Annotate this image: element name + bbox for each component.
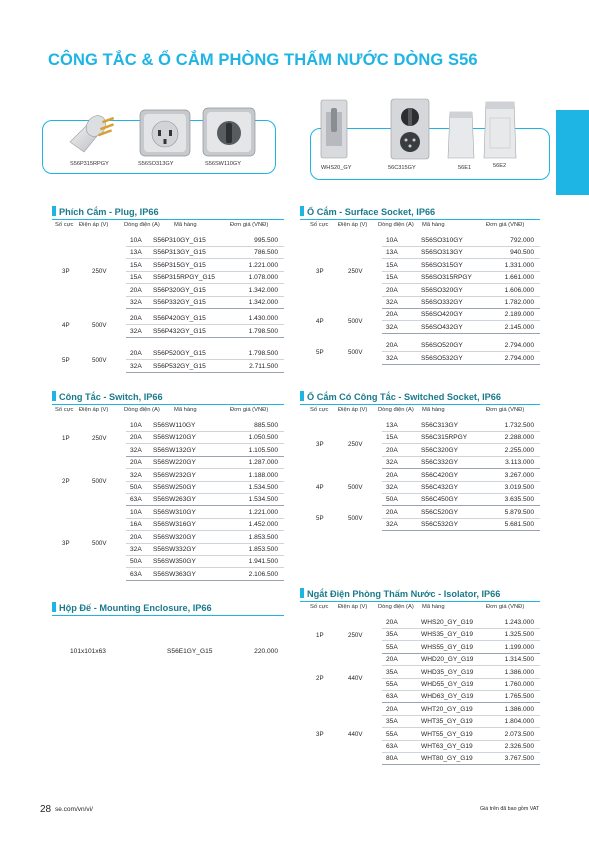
current-cell: 20A — [386, 471, 398, 479]
price-cell: 1.941.500 — [248, 558, 278, 566]
model-cell: S56P315RPGY_G15 — [153, 274, 215, 282]
price-cell: 5.879.500 — [504, 508, 534, 516]
model-cell: S56SO432GY — [421, 323, 463, 331]
current-cell: 32A — [130, 299, 142, 306]
price-cell: 1.853.500 — [248, 533, 278, 541]
price-cell: 1.342.000 — [248, 286, 278, 294]
price-cell: 2.288.000 — [504, 434, 534, 442]
voltage-cell: 440V — [348, 675, 363, 682]
current-header: Dòng điện (A) — [378, 604, 414, 610]
section-title — [300, 391, 501, 403]
current-cell: 63A — [386, 693, 398, 701]
model-header: Mã hàng — [174, 222, 197, 228]
enclosure-size: 101x101x63 — [70, 648, 106, 655]
poles-cell: 3P — [316, 440, 324, 448]
model-cell: S56P315GY_G15 — [153, 261, 206, 269]
current-cell: 32A — [386, 459, 398, 467]
price-cell: 1.243.000 — [504, 619, 534, 626]
model-cell: WHS35_GY_G19 — [421, 631, 474, 639]
current-cell: 20A — [130, 434, 142, 442]
plug-price-table — [52, 206, 284, 381]
price-cell: 1.331.000 — [504, 261, 534, 269]
model-cell: S56P320GY_G15 — [153, 286, 206, 294]
voltage-header: Điện áp (V) — [338, 407, 368, 413]
model-cell: S56SW250GY — [153, 484, 196, 491]
current-cell: 32A — [386, 521, 398, 529]
row-divider — [126, 308, 284, 309]
poles-cell: 4P — [316, 484, 324, 492]
model-cell: WHD55_GY_G19 — [421, 681, 474, 688]
model-cell: S56SW263GY — [153, 496, 196, 504]
model-cell: S56SO315GY — [421, 261, 463, 269]
voltage-cell: 500V — [92, 540, 107, 547]
current-cell: 20A — [130, 286, 142, 294]
row-divider — [126, 337, 284, 338]
price-cell: 1.342.000 — [248, 299, 278, 306]
model-cell: S56SO315RPGY — [421, 274, 472, 282]
current-cell: 32A — [386, 323, 398, 331]
voltage-header: Điện áp (V) — [338, 222, 368, 228]
voltage-cell: 440V — [348, 730, 363, 738]
voltage-header: Điện áp (V) — [338, 604, 368, 610]
price-cell: 1.782.000 — [504, 299, 534, 306]
poles-header: Số cực — [55, 222, 74, 228]
voltage-header: Điện áp (V) — [79, 222, 109, 228]
section-rule — [300, 404, 540, 405]
product-caption: 56E2 — [493, 163, 507, 169]
model-cell: S56SW110GY — [153, 422, 196, 429]
poles-cell: 2P — [316, 675, 324, 682]
switch-price-table — [52, 391, 284, 596]
model-cell: WHD63_GY_G19 — [421, 693, 474, 701]
current-header: Dòng điện (A) — [124, 222, 160, 228]
price-cell: 1.606.000 — [504, 286, 534, 294]
price-cell: 1.430.000 — [248, 315, 278, 323]
model-cell: S56SW310GY — [153, 508, 196, 516]
price-cell: 940.500 — [510, 249, 534, 257]
product-caption: 56E1 — [458, 165, 472, 171]
poles-cell: 4P — [62, 321, 70, 329]
section-title-text: Ổ Cắm - Surface Socket, IP66 — [307, 207, 436, 217]
price-header: Đơn giá (VNĐ) — [486, 222, 525, 228]
model-cell: S56P420GY_G15 — [153, 315, 206, 323]
row-divider — [382, 530, 540, 531]
row-divider — [382, 364, 540, 365]
model-cell: S56SW320GY — [153, 533, 196, 541]
voltage-cell: 500V — [92, 478, 107, 485]
current-cell: 50A — [130, 558, 142, 566]
current-cell: 10A — [130, 508, 142, 516]
section-marker — [52, 206, 56, 216]
poles-cell: 5P — [316, 348, 324, 356]
product-caption: S56SW110GY — [205, 161, 241, 167]
price-cell: 1.386.000 — [504, 668, 534, 676]
section-title — [300, 206, 435, 218]
model-cell: S56C320GY — [421, 446, 459, 454]
model-cell: S56P432GY_G15 — [153, 327, 206, 335]
model-header: Mã hàng — [174, 407, 197, 413]
current-cell: 32A — [130, 546, 142, 553]
current-cell: 20A — [386, 286, 398, 294]
current-cell: 32A — [386, 484, 398, 491]
current-cell: 50A — [386, 496, 398, 504]
model-cell: S56C450GY — [421, 496, 459, 504]
model-header: Mã hàng — [422, 407, 445, 413]
model-cell: S56P310GY_G15 — [153, 237, 206, 244]
page-title: CÔNG TẮC & Ổ CẮM PHÒNG THẤM NƯỚC DÒNG S56 — [48, 51, 478, 69]
price-cell: 1.661.000 — [504, 274, 534, 282]
section-title-text: Ngắt Điện Phòng Thấm Nước - Isolator, IP66 — [307, 589, 501, 599]
poles-cell: 4P — [316, 317, 324, 325]
model-cell: S56SO332GY — [421, 299, 463, 306]
table-header — [52, 222, 284, 232]
current-cell: 80A — [386, 755, 398, 763]
price-cell: 1.760.000 — [504, 681, 534, 688]
model-cell: S56P332GY_G15 — [153, 299, 206, 306]
price-cell: 1.221.000 — [248, 508, 278, 516]
current-header: Dòng điện (A) — [378, 222, 414, 228]
current-cell: 15A — [130, 274, 142, 282]
current-cell: 50A — [130, 484, 142, 491]
price-cell: 3.267.000 — [504, 471, 534, 479]
section-title — [52, 391, 163, 403]
price-cell: 2.255.000 — [504, 446, 534, 454]
current-cell: 63A — [386, 743, 398, 750]
model-cell: S56C315RPGY — [421, 434, 468, 442]
model-cell: S56SO320GY — [421, 286, 463, 294]
model-cell: S56SW363GY — [153, 570, 196, 578]
price-cell: 1.853.500 — [248, 546, 278, 553]
price-cell: 885.500 — [254, 422, 278, 429]
price-cell: 1.798.500 — [248, 350, 278, 358]
price-cell: 1.804.000 — [504, 718, 534, 726]
model-cell: S56SW350GY — [153, 558, 196, 566]
model-cell: S56C432GY — [421, 484, 459, 491]
current-cell: 13A — [386, 249, 398, 257]
row-divider — [382, 333, 540, 334]
price-cell: 1.798.500 — [248, 327, 278, 335]
section-marker — [300, 588, 304, 598]
price-cell: 2.794.000 — [504, 354, 534, 362]
price-header: Đơn giá (VNĐ) — [230, 222, 269, 228]
switch-image — [201, 106, 259, 160]
section-marker — [300, 206, 304, 216]
voltage-cell: 500V — [348, 484, 363, 492]
price-cell: 5.681.500 — [504, 521, 534, 529]
isolator-image — [318, 98, 352, 162]
model-cell: WHS20_GY_G19 — [421, 619, 474, 626]
row-divider — [126, 580, 284, 581]
price-cell: 1.534.500 — [248, 484, 278, 491]
model-cell: S56SW120GY — [153, 434, 196, 442]
table-header — [300, 407, 540, 417]
model-cell: S56P313GY_G15 — [153, 249, 206, 257]
current-cell: 20A — [130, 459, 142, 467]
model-cell: S56C313GY — [421, 422, 459, 429]
section-rule — [300, 601, 540, 602]
voltage-cell: 500V — [348, 348, 363, 356]
current-cell: 20A — [130, 350, 142, 358]
model-cell: WHT35_GY_G19 — [421, 718, 473, 726]
current-cell: 35A — [386, 718, 398, 726]
poles-cell: 3P — [62, 540, 70, 547]
section-rule — [52, 615, 284, 616]
model-cell: S56C420GY — [421, 471, 459, 479]
poles-header: Số cực — [55, 407, 74, 413]
section-title — [52, 602, 212, 614]
current-cell: 20A — [386, 508, 398, 516]
price-cell: 1.314.500 — [504, 656, 534, 664]
model-cell: S56P532GY_G15 — [153, 362, 206, 370]
price-cell: 3.113.000 — [505, 459, 534, 467]
model-cell: WHT80_GY_G19 — [421, 755, 473, 763]
current-cell: 20A — [386, 342, 398, 350]
voltage-cell: 500V — [92, 356, 107, 364]
model-cell: WHS55_GY_G19 — [421, 643, 474, 651]
model-cell: S56SO313GY — [421, 249, 463, 257]
current-cell: 55A — [386, 681, 398, 688]
current-cell: 32A — [130, 446, 142, 454]
current-cell: 13A — [130, 249, 142, 257]
section-marker — [300, 391, 304, 401]
poles-cell: 5P — [62, 356, 70, 364]
socket-image — [138, 108, 194, 160]
price-header: Đơn giá (VNĐ) — [486, 407, 525, 413]
price-cell: 786.500 — [254, 249, 278, 257]
plug-image — [62, 108, 122, 160]
poles-cell: 3P — [62, 268, 70, 276]
model-cell: WHD20_GY_G19 — [421, 656, 474, 664]
socket-price-table — [300, 206, 540, 381]
poles-cell: 5P — [316, 515, 324, 523]
voltage-cell: 500V — [92, 321, 107, 329]
price-cell: 1.386.000 — [504, 705, 534, 713]
current-cell: 55A — [386, 730, 398, 738]
current-cell: 20A — [386, 656, 398, 664]
enclosure-section — [52, 602, 284, 662]
price-cell: 1.199.000 — [504, 643, 534, 651]
current-cell: 32A — [130, 471, 142, 479]
price-cell: 1.534.500 — [248, 496, 278, 504]
model-cell: S56C532GY — [421, 521, 459, 529]
current-header: Dòng điện (A) — [378, 407, 414, 413]
current-cell: 16A — [130, 521, 142, 529]
current-cell: 20A — [386, 311, 398, 319]
table-header — [52, 407, 284, 417]
price-cell: 3.767.500 — [504, 755, 534, 763]
model-cell: S56SW332GY — [153, 546, 196, 553]
model-cell: S56C332GY — [421, 459, 459, 467]
product-caption: S56SO313GY — [138, 161, 174, 167]
price-cell: 1.287.000 — [248, 459, 278, 467]
model-cell: S56SO520GY — [421, 342, 463, 350]
price-cell: 1.188.000 — [248, 471, 278, 479]
price-cell: 1.765.500 — [504, 693, 534, 701]
current-cell: 20A — [386, 619, 398, 626]
model-cell: S56E1GY_G15 — [167, 648, 213, 655]
price-cell: 2.106.500 — [248, 570, 278, 578]
table-row — [52, 645, 284, 658]
enclosure-2-image — [482, 98, 520, 162]
price-cell: 2.145.000 — [504, 323, 534, 331]
table-header — [300, 222, 540, 232]
price-cell: 1.078.000 — [248, 274, 278, 282]
current-cell: 32A — [130, 362, 142, 370]
model-cell: WHT20_GY_G19 — [421, 705, 473, 713]
model-cell: S56SW220GY — [153, 459, 196, 467]
poles-header: Số cực — [310, 604, 329, 610]
section-rule — [52, 219, 284, 220]
model-header: Mã hàng — [422, 604, 445, 610]
model-cell: S56SO420GY — [421, 311, 463, 319]
product-caption: S56P315RPGY — [70, 161, 109, 167]
enclosure-1-image — [446, 106, 478, 162]
price-cell: 1.732.500 — [504, 422, 534, 429]
model-cell: WHT63_GY_G19 — [421, 743, 473, 750]
voltage-header: Điện áp (V) — [79, 407, 109, 413]
price-cell: 1.050.500 — [248, 434, 278, 442]
current-cell: 10A — [130, 422, 142, 429]
price-cell: 2.189.000 — [504, 311, 534, 319]
model-cell: S56SW132GY — [153, 446, 196, 454]
voltage-cell: 250V — [92, 268, 107, 276]
price-cell: 792.000 — [510, 237, 534, 244]
voltage-cell: 250V — [348, 631, 363, 639]
model-cell: S56SW316GY — [153, 521, 196, 529]
current-cell: 63A — [130, 570, 142, 578]
current-cell: 55A — [386, 643, 398, 651]
current-cell: 15A — [386, 434, 398, 442]
price-cell: 3.635.500 — [504, 496, 534, 504]
table-header — [300, 604, 540, 614]
price-header: Đơn giá (VNĐ) — [486, 604, 525, 610]
voltage-cell: 250V — [348, 268, 363, 276]
current-cell: 13A — [386, 422, 398, 429]
row-divider — [126, 372, 284, 373]
price-cell: 995.500 — [254, 237, 278, 244]
price-cell: 1.105.500 — [248, 446, 278, 454]
current-cell: 10A — [386, 237, 398, 244]
vat-note: Giá trên đã bao gồm VAT — [480, 806, 540, 812]
footer-url[interactable]: se.com/vn/vi/ — [55, 806, 93, 813]
current-cell: 32A — [130, 327, 142, 335]
model-cell: WHT55_GY_G19 — [421, 730, 473, 738]
current-cell: 35A — [386, 631, 398, 639]
model-cell: S56SW232GY — [153, 471, 196, 479]
isolator-price-table — [300, 588, 540, 778]
price-cell: 3.019.500 — [504, 484, 534, 491]
model-cell: S56SO532GY — [421, 354, 463, 362]
price-cell: 1.325.500 — [504, 631, 534, 639]
model-cell: S56P520GY_G15 — [153, 350, 206, 358]
voltage-cell: 250V — [348, 440, 363, 448]
model-cell: S56SO310GY — [421, 237, 463, 244]
poles-cell: 3P — [316, 730, 324, 738]
switched-socket-price-table — [300, 391, 540, 551]
section-marker — [52, 391, 56, 401]
page-number: 28 — [40, 804, 52, 815]
voltage-cell: 250V — [92, 434, 107, 442]
model-cell: S56C520GY — [421, 508, 459, 516]
current-cell: 20A — [130, 533, 142, 541]
price-cell: 2.326.500 — [504, 743, 534, 750]
poles-header: Số cực — [310, 222, 329, 228]
model-cell: WHD35_GY_G19 — [421, 668, 474, 676]
price-cell: 2.794.000 — [504, 342, 534, 350]
poles-cell: 1P — [316, 631, 324, 639]
current-cell: 15A — [386, 274, 398, 282]
price-cell: 2.711.500 — [249, 362, 278, 370]
side-accent-bar — [556, 110, 589, 195]
current-cell: 20A — [130, 315, 142, 323]
price-cell: 1.221.000 — [248, 261, 278, 269]
current-cell: 20A — [386, 705, 398, 713]
price-header: Đơn giá (VNĐ) — [230, 407, 269, 413]
switched-socket-image — [388, 97, 434, 163]
price-cell: 1.452.000 — [248, 521, 278, 529]
section-rule — [52, 404, 284, 405]
section-rule — [300, 219, 540, 220]
voltage-cell: 500V — [348, 317, 363, 325]
price-cell: 2.073.500 — [504, 730, 534, 738]
current-cell: 20A — [386, 446, 398, 454]
section-title-text: Ổ Cắm Có Công Tắc - Switched Socket, IP66 — [307, 392, 502, 402]
section-title-text: Hộp Đế - Mounting Enclosure, IP66 — [59, 603, 212, 613]
section-title — [300, 588, 500, 600]
current-cell: 32A — [386, 299, 398, 306]
section-title-text: Công Tắc - Switch, IP66 — [59, 392, 163, 402]
poles-cell: 1P — [62, 434, 70, 442]
voltage-cell: 500V — [348, 515, 363, 523]
current-cell: 15A — [130, 261, 142, 269]
current-cell: 63A — [130, 496, 142, 504]
current-header: Dòng điện (A) — [124, 407, 160, 413]
current-cell: 10A — [130, 237, 142, 244]
section-title — [52, 206, 159, 218]
poles-cell: 2P — [62, 478, 70, 485]
price-cell: 220.000 — [254, 648, 278, 655]
product-caption: 56C315GY — [388, 165, 416, 171]
model-header: Mã hàng — [422, 222, 445, 228]
product-caption: WHS20_GY — [321, 165, 352, 171]
poles-cell: 3P — [316, 268, 324, 276]
section-title-text: Phích Cắm - Plug, IP66 — [59, 207, 159, 217]
current-cell: 15A — [386, 261, 398, 269]
current-cell: 32A — [386, 354, 398, 362]
row-divider — [382, 764, 540, 765]
current-cell: 35A — [386, 668, 398, 676]
poles-header: Số cực — [310, 407, 329, 413]
